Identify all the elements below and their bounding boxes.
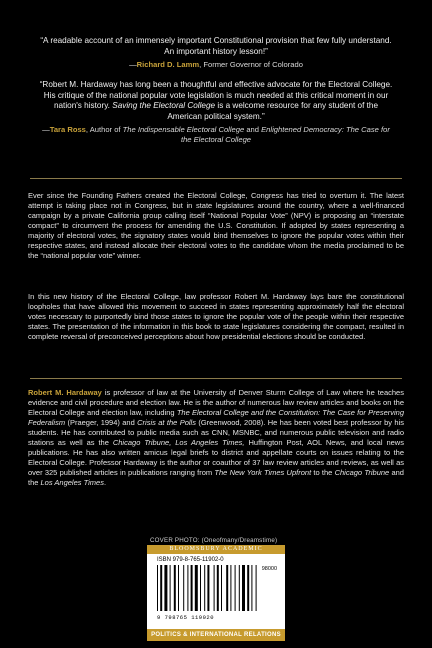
reviewer-name: Richard D. Lamm	[136, 60, 200, 70]
book-title-italic: The Electoral College and the Constitution: The Case for Preserving Federalism	[28, 408, 404, 427]
publication-italic: Chicago Tribune, Los Angeles Times,	[112, 438, 245, 447]
reviewer-name: Tara Ross	[49, 125, 86, 135]
title-part: and	[244, 125, 262, 135]
section-divider	[30, 178, 402, 179]
blurb-quote: “A readable account of an immensely important Constitutional provision that few fully understand. An important history lesson!”	[40, 36, 392, 56]
section-divider	[30, 378, 402, 379]
title-part: , Author of	[85, 125, 123, 135]
blurb-quote-part: is a welcome resource for any student of the American political system.”	[167, 101, 379, 121]
publication-italic: Los Angeles Times	[40, 478, 104, 487]
bio-text: is professor of law at the University of Denver Sturm College of Law where he teaches evidence and civil procedure and election law. He is the author of numerous law review articles and books on the Electoral College and election law, including	[28, 388, 404, 417]
book-title-italic: Enlightened Democracy: The Case for the Electoral College	[180, 125, 390, 144]
isbn-text: ISBN 979-8-765-11902-0	[157, 557, 224, 563]
author-name: Robert M. Hardaway	[28, 388, 102, 397]
publisher-logo-strip: BLOOMSBURY ACADEMIC	[147, 545, 285, 554]
review-blurb-lamm	[36, 36, 396, 70]
price-code: 98000	[261, 566, 277, 572]
book-title-italic: The Indispensable Electoral College	[122, 125, 245, 135]
description-paragraph-1: Ever since the Founding Fathers created the Electoral College, Congress has tried to overturn it. The latest attempt is taking place not in Congress, but in state legislatures around the country, where a well-financed campaign by a private California group calling itself “National Popular Vote” (NPV) is proposing an “interstate compact” to circumvent the process for amending the U.S. Constitution. If adopted by states representing a majority of electoral votes, the signatory states would bind themselves to ignore the popular votes within their respective states, and instead allocate their electoral votes to the candidate whom the media proclaimed to be the “national popular vote” winner.	[28, 191, 404, 260]
publication-italic: The New York Times Upfront	[214, 468, 312, 477]
bio-text: .	[103, 478, 107, 487]
author-bio	[28, 388, 404, 488]
bio-text: Huffington Post, AOL News, and local news publications. He has also written amicus legal briefs to district and appellate courts on issues relating to the Electoral College. Professor Hardaway is the author or coauthor of 37 law review articles and reviews, as well as over 325 published articles in publications ranging from	[28, 438, 404, 477]
reviewer-title: , Former Governor of Colorado	[199, 60, 303, 70]
bio-text: (Praeger, 1994) and	[65, 418, 138, 427]
publication-italic: Chicago Tribune	[334, 468, 390, 477]
blurb-quote-part: “Robert M. Hardaway has long been a thoughtful and effective advocate for the Electoral College. His critique of the national popular vote legislation is much needed at this critical moment in our nation's history.	[39, 80, 393, 111]
description-paragraph-2: In this new history of the Electoral College, law professor Robert M. Hardaway lays bare the constitutional loopholes that have allowed this movement to succeed in states representing approximately half the electoral votes necessary to purportedly bind those states to ignore the popular vote of the people within their respective states. The presentation of the information in this book to state legislatures considering the compact, resulted in complete reversal of preconceived perceptions about how presidential elections should be conducted.	[28, 292, 404, 341]
barcode-icon	[155, 565, 275, 613]
review-blurb-ross	[36, 80, 396, 145]
bio-text: to the	[311, 468, 335, 477]
cover-photo-credit: COVER PHOTO: (Oneofmany/Dreamstime)	[150, 537, 278, 544]
bio-text: (Greenwood, 2008). He has been voted best professor by his students. He has contributed to public media such as CNN, MSNBC, and numerous public television and radio stations as well as the	[28, 418, 404, 447]
book-title-italic: Crisis at the Polls	[137, 418, 196, 427]
book-title-italic: Saving the Electoral College	[112, 101, 216, 111]
barcode-block	[147, 545, 285, 641]
blurb-attribution: —Richard D. Lamm, Former Governor of Colorado	[129, 60, 303, 70]
blurb-attribution: —Tara Ross, Author of The Indispensable Electoral College and Enlightened Democracy: The Case for the Electoral College	[42, 125, 390, 144]
reviewer-title	[86, 125, 390, 144]
bio-text: and the	[28, 468, 404, 487]
subject-category: POLITICS & INTERNATIONAL RELATIONS	[147, 629, 285, 641]
barcode-digits: 9 798765 119020	[157, 614, 215, 621]
